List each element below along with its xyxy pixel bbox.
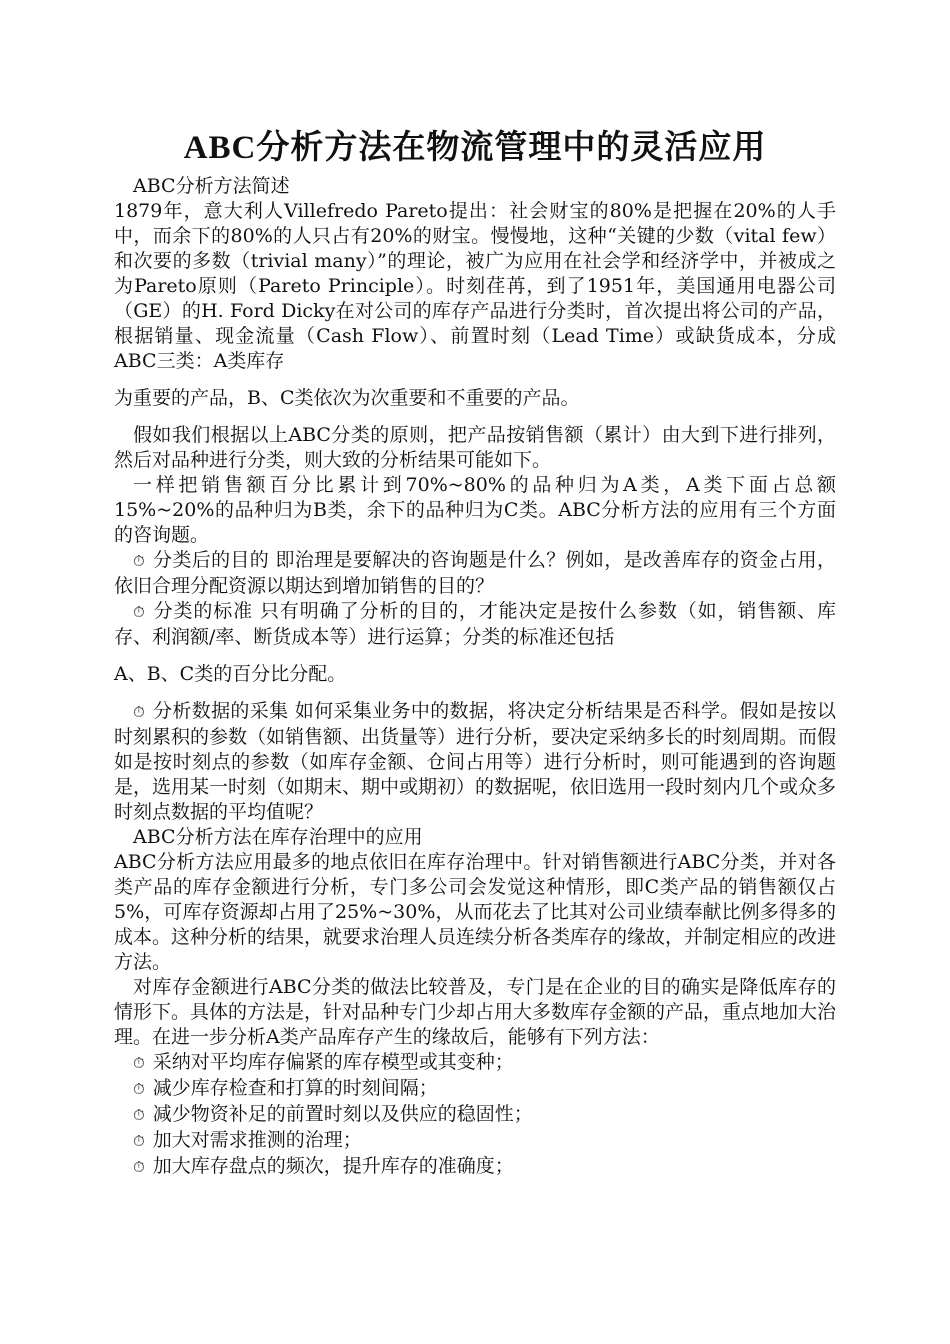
bullet-data-collection	[114, 699, 836, 825]
clock-bullet-icon: ⏱	[133, 703, 145, 721]
clock-bullet-icon: ⏱	[133, 1054, 145, 1072]
document-title: ABC分析方法在物流管理中的灵活应用	[183, 130, 767, 166]
paragraph-pareto-history-tail: 为重要的产品，B、C类依次为次重要和不重要的产品。	[114, 387, 580, 409]
list-item: ⏱ 加大库存盘点的频次，提升库存的准确度；	[114, 1154, 836, 1180]
section-heading-inventory-application: ABC分析方法在库存治理中的应用	[133, 826, 423, 848]
paragraph-classification-ratios: 一样把销售额百分比累计到70%~80%的品种归为A类，A类下面占总额15%~20%的品种归为B类，余下的品种归为C类。ABC分析方法的应用有三个方面的咨询题。	[114, 474, 836, 546]
bullet-text: 分类后的目的 即治理是要解决的咨询题是什么？例如，是改善库存的资金占用，依旧合理分配资源以期达到增加销售的目的？	[114, 549, 836, 597]
methods-list	[114, 1050, 836, 1180]
clock-bullet-icon: ⏱	[133, 603, 145, 621]
bullet-text: 分类的标准 只有明确了分析的目的，才能决定是按什么参数（如，销售额、库存、利润额/率、断货成本等）进行运算；分类的标准还包括	[114, 600, 836, 648]
clock-bullet-icon: ⏱	[133, 1158, 145, 1176]
list-item: ⏱ 减少物资补足的前置时刻以及供应的稳固性；	[114, 1102, 836, 1128]
list-item: ⏱ 加大对需求推测的治理；	[114, 1128, 836, 1154]
bullet-purpose	[114, 548, 836, 599]
bullet-criteria-tail: A、B、C类的百分比分配。	[114, 663, 347, 685]
clock-bullet-icon: ⏱	[133, 1132, 145, 1150]
paragraph-pareto-history: 1879年，意大利人Villefredo Pareto提出：社会财宝的80%是把握在20%的人手中，而余下的80%的人只占有20%的财宝。慢慢地，这种“关键的少数（vital few）和次要的多数（trivial many）”的理论，被广为应用在社会学和经济学中，并被成之为Pareto原则（Pareto Principle）。时刻荏苒，到了1951年，美国通用电器公司（GE）的H. Ford Dicky在对公司的库存产品进行分类时，首次提出将公司的产品，根据销量、现金流量（Cash Flow）、前置时刻（Lead Time）或缺货成本，分成ABC三类：A类库存	[114, 200, 836, 372]
clock-bullet-icon: ⏱	[133, 552, 145, 570]
paragraph-classification-principle: 假如我们根据以上ABC分类的原则，把产品按销售额（累计）由大到下进行排列，然后对品种进行分类，则大致的分析结果可能如下。	[114, 424, 836, 471]
bullet-criteria	[114, 599, 836, 650]
list-item: ⏱ 采纳对平均库存偏紧的库存模型或其变种；	[114, 1050, 836, 1076]
paragraph-inventory-analysis: ABC分析方法应用最多的地点依旧在库存治理中。针对销售额进行ABC分类，并对各类产品的库存金额进行分析，专门多公司会发觉这种情形，即C类产品的销售额仅占5%，可库存资源却占用了25%~30%，从而花去了比其对公司业绩奉献比例多得多的成本。这种分析的结果，就要求治理人员连续分析各类库存的缘故，并制定相应的改进方法。	[114, 851, 837, 973]
bullet-text: 分析数据的采集 如何采集业务中的数据，将决定分析结果是否科学。假如是按以时刻累积的参数（如销售额、出货量等）进行分析，要决定采纳多长的时刻周期。而假如是按时刻点的参数（如库存金额、仓间占用等）进行分析时，则可能遇到的咨询题是，选用某一时刻（如期末、期中或期初）的数据呢，依旧选用一段时刻内几个或众多时刻点数据的平均值呢？	[114, 700, 837, 823]
document-body	[114, 128, 836, 1180]
section-heading-abc-overview: ABC分析方法简述	[133, 175, 290, 197]
list-item: ⏱ 减少库存检查和打算的时刻间隔；	[114, 1076, 836, 1102]
clock-bullet-icon: ⏱	[133, 1106, 145, 1124]
clock-bullet-icon: ⏱	[133, 1080, 145, 1098]
paragraph-inventory-methods: 对库存金额进行ABC分类的做法比较普及，专门是在企业的目的确实是降低库存的情形下。具体的方法是，针对品种专门少却占用大多数库存金额的产品，重点地加大治理。在进一步分析A类产品库存产生的缘故后，能够有下列方法：	[114, 976, 837, 1048]
